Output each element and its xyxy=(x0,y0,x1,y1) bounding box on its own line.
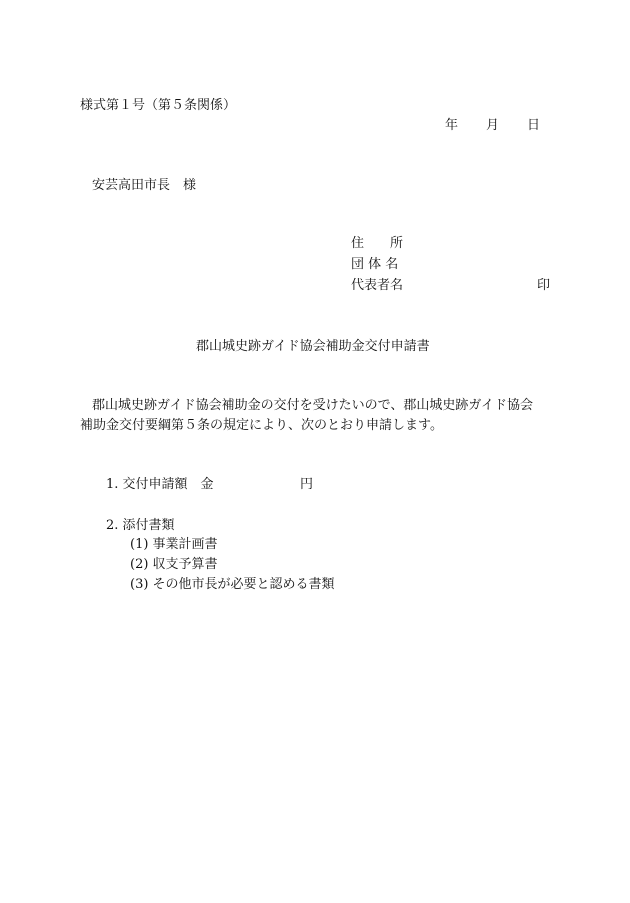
item-1-label: 1. 交付申請額 金 xyxy=(106,477,214,492)
attachment-item: (1) 事業計画書 xyxy=(130,537,218,552)
address-label: 住 所 xyxy=(351,236,404,251)
document-title: 郡山城史跡ガイド協会補助金交付申請書 xyxy=(196,339,430,354)
form-number: 様式第１号（第５条関係） xyxy=(80,98,237,113)
date-month: 月 xyxy=(486,118,500,133)
representative-label: 代表者名 xyxy=(351,278,404,293)
date-day: 日 xyxy=(527,118,541,133)
body-line-1: 郡山城史跡ガイド協会補助金の交付を受けたいので、郡山城史跡ガイド協会 xyxy=(92,398,533,413)
seal-mark: 印 xyxy=(537,278,551,293)
addressee: 安芸高田市長 様 xyxy=(92,178,197,193)
date-year: 年 xyxy=(445,118,459,133)
attachment-item: (2) 収支予算書 xyxy=(130,557,218,572)
item-1-unit: 円 xyxy=(300,477,314,492)
attachment-item: (3) その他市長が必要と認める書類 xyxy=(130,577,335,592)
group-name-label: 団 体 名 xyxy=(351,257,399,272)
item-2-label: 2. 添付書類 xyxy=(106,518,175,533)
body-line-2: 補助金交付要綱第５条の規定により、次のとおり申請します。 xyxy=(80,418,443,433)
